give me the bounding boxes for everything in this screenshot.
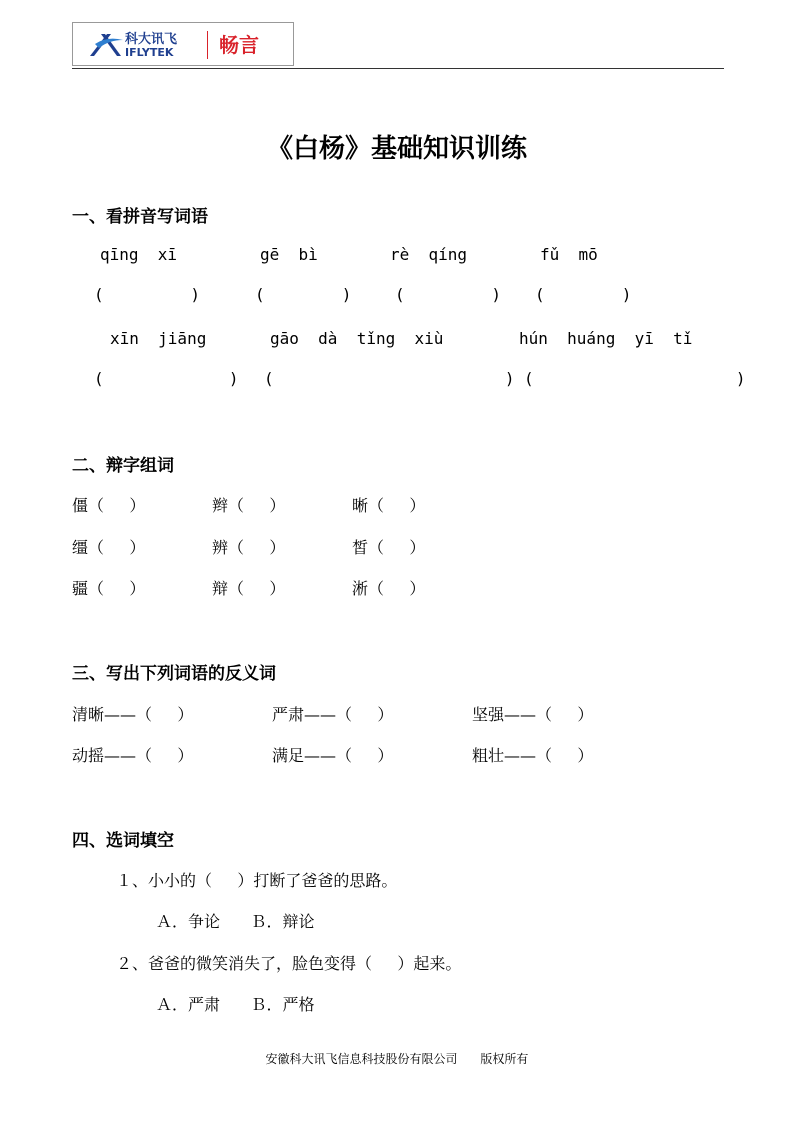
pinyin-qingxi: qīng xī [100,245,178,264]
answer-blank[interactable]: ( ) [524,369,746,388]
logo-en-text: IFLYTEK [125,46,174,59]
header-rule [72,68,724,69]
word-item[interactable]: 皙（ ） [352,538,426,557]
pinyin-reqing: rè qíng [390,245,468,264]
word-item[interactable]: 疆（ ） [72,579,146,598]
antonym-item[interactable]: 动摇——（ ） [72,746,194,765]
word-item[interactable]: 晰（ ） [352,496,426,515]
word-item[interactable]: 缰（ ） [72,538,146,557]
question-2[interactable]: ２、爸爸的微笑消失了，脸色变得（ ）起来。 [116,954,462,973]
logo-banner [72,22,294,66]
answer-blank[interactable]: ( ) [395,285,501,304]
antonym-item[interactable]: 粗壮——（ ） [472,746,594,765]
section1-heading: 一、看拼音写词语 [72,207,208,227]
answer-blank[interactable]: ( ) [255,285,352,304]
antonym-item[interactable]: 清晰——（ ） [72,705,194,724]
section2-heading: 二、辩字组词 [72,456,174,476]
logo-divider [207,31,208,59]
word-item[interactable]: 辫（ ） [212,496,286,515]
question-1-options[interactable]: Ａ．争论 Ｂ．辩论 [156,912,315,931]
brand-text: 畅言 [219,33,259,57]
pinyin-hunhuangyiti: hún huáng yī tǐ [519,329,693,348]
antonym-item[interactable]: 严肃——（ ） [272,705,394,724]
word-item[interactable]: 僵（ ） [72,496,146,515]
answer-blank[interactable]: ( ) [94,369,239,388]
page-title: 《白杨》基础知识训练 [266,134,527,164]
pinyin-fumo: fǔ mō [540,245,598,264]
pinyin-gaodatingxiu: gāo dà tǐng xiù [270,329,444,348]
answer-blank[interactable]: ( ) [535,285,632,304]
pinyin-xinjiang: xīn jiāng [110,329,207,348]
antonym-item[interactable]: 坚强——（ ） [472,705,594,724]
question-2-options[interactable]: Ａ．严肃 Ｂ．严格 [156,995,315,1014]
logo-cn-text: 科大讯飞 [125,32,178,47]
question-1[interactable]: １、小小的（ ）打断了爸爸的思路。 [116,871,398,890]
answer-blank[interactable]: ( ) [94,285,200,304]
section4-heading: 四、选词填空 [72,831,174,851]
word-item[interactable]: 辩（ ） [212,579,286,598]
section3-heading: 三、写出下列词语的反义词 [72,664,276,684]
iflytek-logo-icon [87,30,127,60]
pinyin-gebi: gē bì [260,245,318,264]
footer-copyright: 安徽科大讯飞信息科技股份有限公司 版权所有 [265,1052,529,1066]
antonym-item[interactable]: 满足——（ ） [272,746,394,765]
answer-blank[interactable]: ( ) [264,369,515,388]
word-item[interactable]: 辨（ ） [212,538,286,557]
word-item[interactable]: 淅（ ） [352,579,426,598]
